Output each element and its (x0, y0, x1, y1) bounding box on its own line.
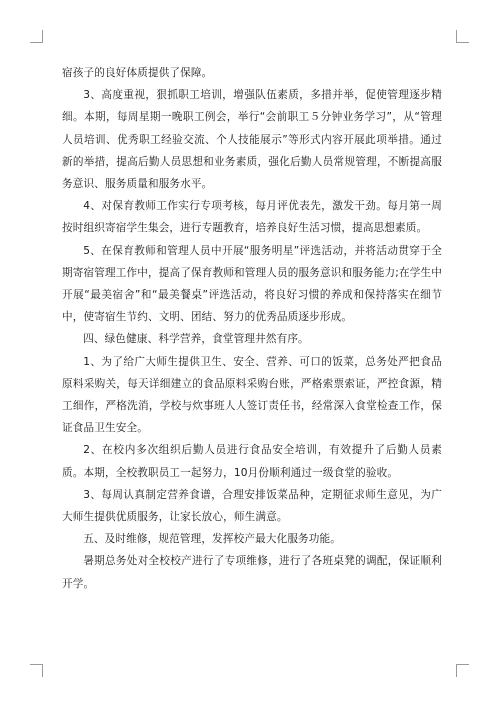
paragraph: 4、对保育教师工作实行专项考核，每月评优表先，激发干劲。每月第一周按时组织寄宿学生集会，进行专题教育，培养良好生活习惯，提高思想素质。 (62, 200, 442, 235)
section-heading: 四、绿色健康、科学营养，食堂管理井然有序。 (83, 333, 309, 346)
paragraph: 5、在保育教师和管理人员中开展“服务明星”评选活动，并将活动贯穿于全期寄宿管理工作中，提高了保育教师和管理人员的服务意识和服务能力;在学生中开展“最美宿舍”和“最美餐桌”评选活动，将良好习惯的养成和保持落实在细节中，使寄宿生节约、文明、团结、努力的优秀品质逐步形成。 (62, 244, 442, 324)
paragraph: 宿孩子的良好体质提供了保障。 (62, 67, 213, 79)
crop-mark-top-left (30, 30, 43, 43)
paragraph: 暑期总务处对全校校产进行了专项维修，进行了各班桌凳的调配，保证顺利开学。 (62, 555, 442, 590)
paragraph: 2、在校内多次组织后勤人员进行食品安全培训，有效提升了后勤人员素质。本期，全校教职员工一起努力，10月份顺利通过一级食堂的验收。 (62, 444, 442, 479)
document-body (62, 62, 442, 595)
paragraph: 3、高度重视，狠抓职工培训，增强队伍素质，多措并举，促使管理逐步精细。本期，每周星期一晚职工例会，举行“会前职工５分钟业务学习”，从“管理人员培训、优秀职工经验交流、个人技能展示”等形式内容开展此项举措。通过新的举措，提高后勤人员思想和业务素质，强化后勤人员常规管理，不断提高服务意识、服务质量和服务水平。 (62, 89, 442, 191)
paragraph: 1、为了给广大师生提供卫生、安全、营养、可口的饭菜，总务处严把食品原料采购关，每天详细建立的食品原料采购台账，严格索票索证，严控食源，精工细作，严格洗消，学校与炊事班人人签订责任书，经常深入食堂检查工作，保证食品卫生安全。 (62, 355, 442, 435)
crop-mark-top-right (456, 30, 469, 43)
section-heading: 五、及时维修，规范管理，发挥校产最大化服务功能。 (83, 533, 342, 546)
crop-mark-bottom-right (456, 664, 469, 677)
crop-mark-bottom-left (30, 664, 43, 677)
paragraph: 3、每周认真制定营养食谱，合理安排饭菜品种，定期征求师生意见，为广大师生提供优质服务，让家长放心，师生满意。 (62, 488, 442, 524)
